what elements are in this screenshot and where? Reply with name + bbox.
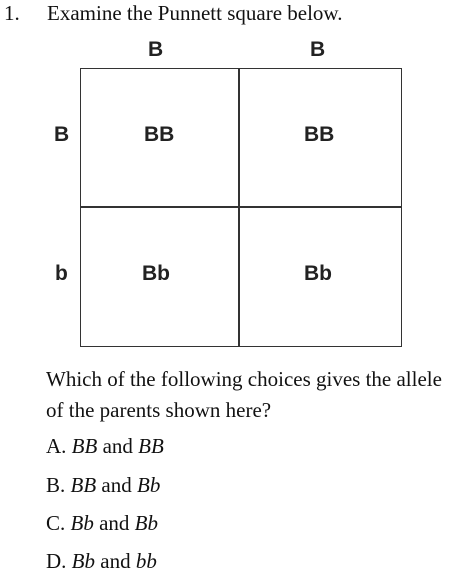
choice-genotype-2: Bb [134, 511, 158, 535]
choice-genotype-1: Bb [71, 549, 95, 573]
choice-c[interactable] [46, 511, 158, 536]
punnett-cell-r1c2: BB [304, 123, 335, 146]
punnett-cell-r2c1: Bb [142, 262, 170, 285]
followup-question-line-1: Which of the following choices gives the allele [46, 367, 442, 391]
choice-letter: C. [46, 511, 66, 535]
question-prompt: Examine the Punnett square below. [47, 1, 343, 25]
column-header-1: B [148, 38, 164, 61]
choice-letter: D. [46, 549, 67, 573]
row-header-2: b [55, 262, 68, 285]
punnett-cell-r1c1: BB [144, 123, 175, 146]
punnett-grid-border [80, 68, 402, 347]
punnett-grid-vertical-divider [238, 68, 240, 347]
choice-genotype-2: Bb [137, 473, 161, 497]
column-header-2: B [310, 38, 326, 61]
choice-joiner: and [100, 549, 131, 573]
row-header-1: B [54, 123, 70, 146]
choice-a[interactable] [46, 434, 164, 459]
punnett-cell-r2c2: Bb [304, 262, 332, 285]
question-number: 1. [4, 1, 20, 25]
choice-genotype-2: BB [138, 434, 164, 458]
choice-genotype-1: Bb [70, 511, 94, 535]
choice-letter: A. [46, 434, 67, 458]
choice-joiner: and [102, 434, 133, 458]
punnett-grid-horizontal-divider [80, 206, 402, 208]
choice-d[interactable] [46, 549, 157, 574]
choice-joiner: and [101, 473, 132, 497]
choice-genotype-2: bb [135, 549, 157, 573]
choice-genotype-1: BB [70, 473, 97, 497]
choice-genotype-1: BB [71, 434, 98, 458]
choice-letter: B. [46, 473, 66, 497]
followup-question-line-2: of the parents shown here? [46, 398, 272, 422]
choice-b[interactable] [46, 473, 160, 498]
choice-joiner: and [99, 511, 130, 535]
